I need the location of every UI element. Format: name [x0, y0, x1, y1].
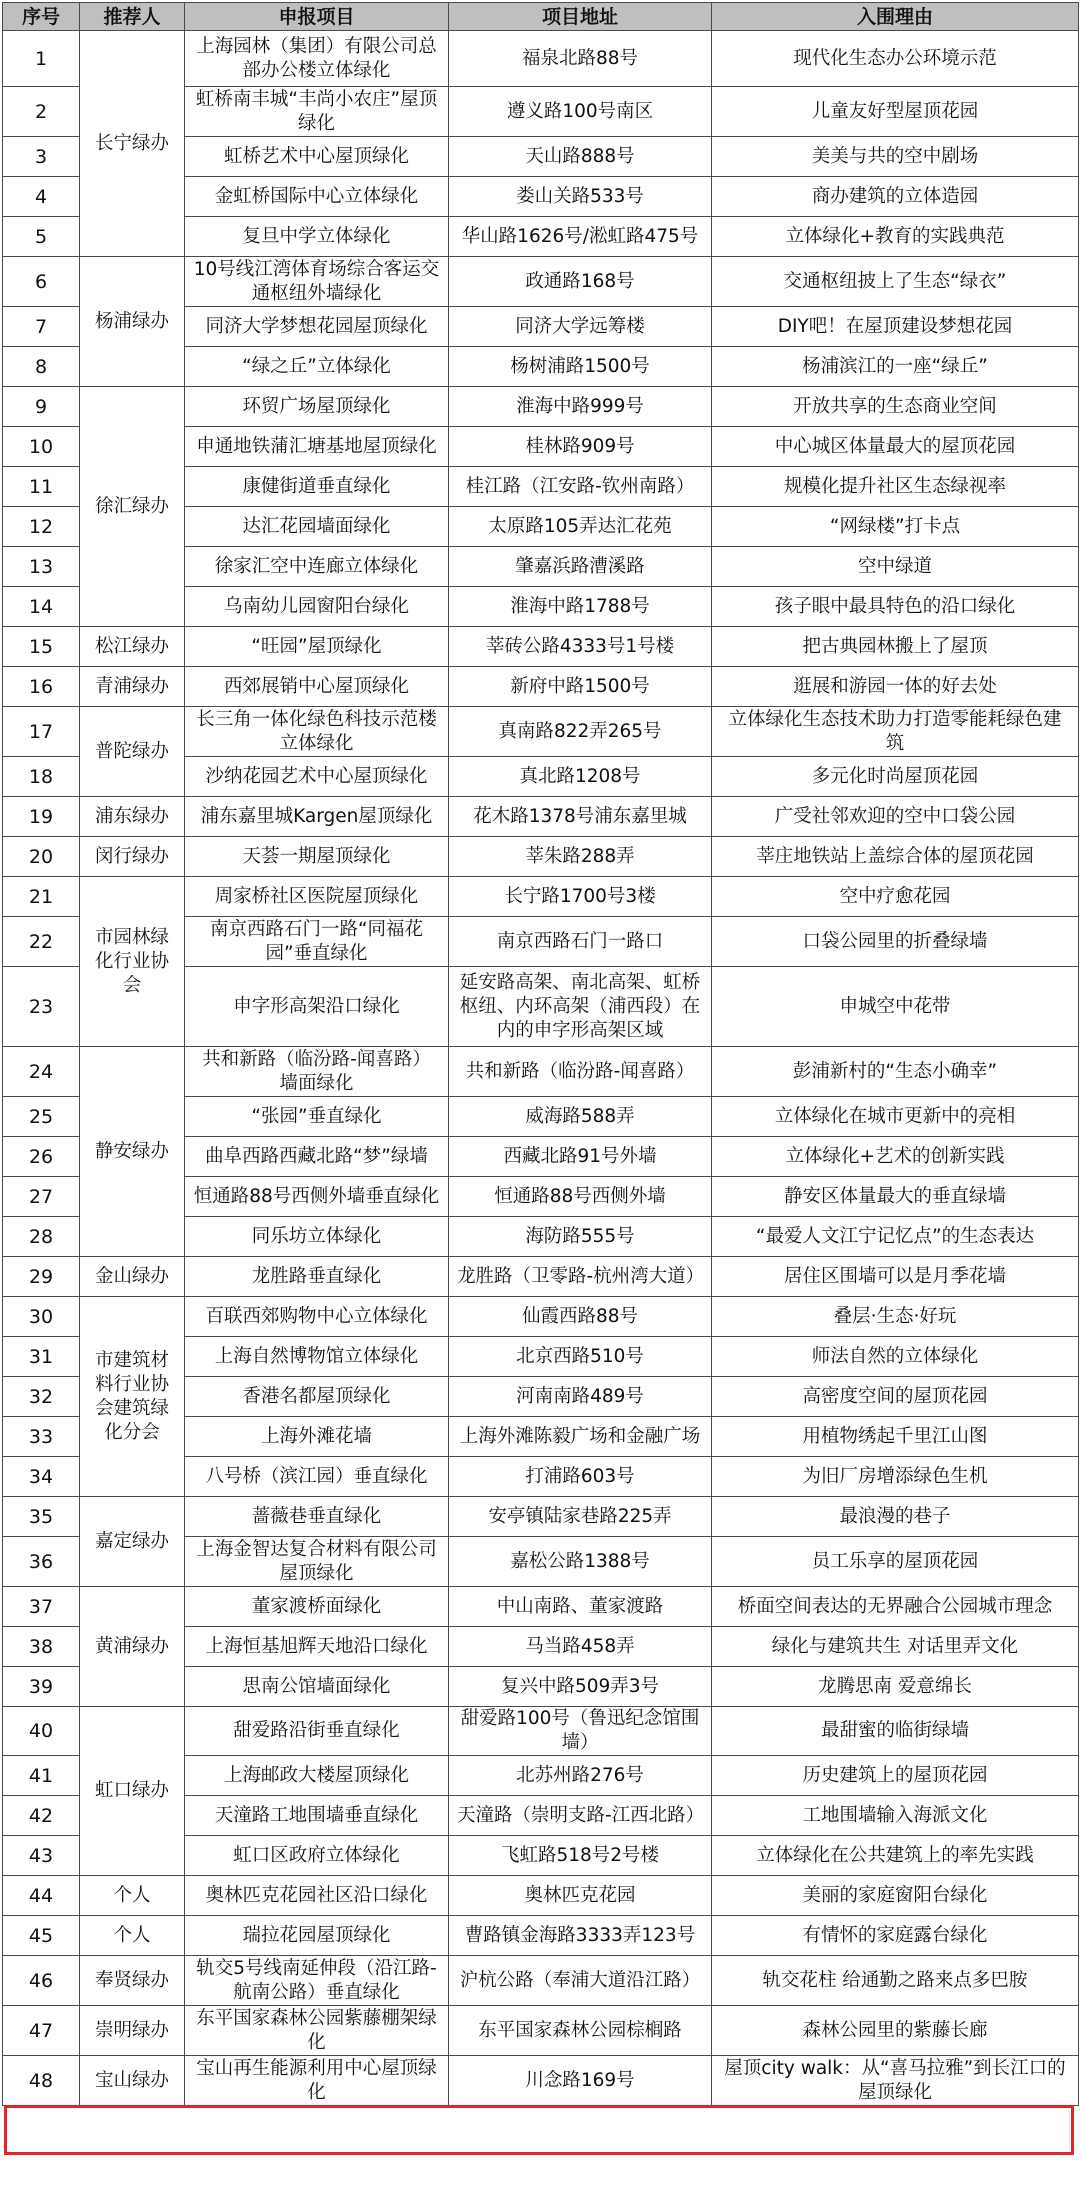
table-row	[3, 1956, 1079, 2006]
cell-recommender: 长宁绿办	[80, 31, 185, 257]
cell-project: 天潼路工地围墙垂直绿化	[185, 1796, 449, 1836]
cell-no: 21	[3, 877, 80, 917]
header-project: 申报项目	[185, 3, 449, 31]
cell-reason: 绿化与建筑共生 对话里弄文化	[712, 1627, 1079, 1667]
cell-no: 2	[3, 87, 80, 137]
cell-recommender: 杨浦绿办	[80, 257, 185, 387]
cell-address: 娄山关路533号	[449, 177, 712, 217]
cell-reason: 师法自然的立体绿化	[712, 1337, 1079, 1377]
cell-project: 上海园林（集团）有限公司总部办公楼立体绿化	[185, 31, 449, 87]
table-row	[3, 837, 1079, 877]
cell-no: 3	[3, 137, 80, 177]
cell-project: 申通地铁蒲汇塘基地屋顶绿化	[185, 427, 449, 467]
cell-recommender: 青浦绿办	[80, 667, 185, 707]
cell-reason: 把古典园林搬上了屋顶	[712, 627, 1079, 667]
table-row	[3, 257, 1079, 307]
cell-reason: 现代化生态办公环境示范	[712, 31, 1079, 87]
cell-recommender: 个人	[80, 1916, 185, 1956]
cell-project: 南京西路石门一路“同福花园”垂直绿化	[185, 917, 449, 967]
cell-no: 39	[3, 1667, 80, 1707]
cell-no: 30	[3, 1297, 80, 1337]
table-row	[3, 1497, 1079, 1537]
cell-recommender: 奉贤绿办	[80, 1956, 185, 2006]
cell-recommender: 崇明绿办	[80, 2006, 185, 2056]
cell-no: 7	[3, 307, 80, 347]
cell-project: 西郊展销中心屋顶绿化	[185, 667, 449, 707]
table-row	[3, 1047, 1079, 1097]
cell-reason: 美丽的家庭窗阳台绿化	[712, 1876, 1079, 1916]
cell-reason: 桥面空间表达的无界融合公园城市理念	[712, 1587, 1079, 1627]
cell-address: 飞虹路518号2号楼	[449, 1836, 712, 1876]
cell-recommender: 徐汇绿办	[80, 387, 185, 627]
cell-recommender: 静安绿办	[80, 1047, 185, 1257]
cell-project: 百联西郊购物中心立体绿化	[185, 1297, 449, 1337]
header-no: 序号	[3, 3, 80, 31]
cell-address: 东平国家森林公园棕榈路	[449, 2006, 712, 2056]
cell-reason: 孩子眼中最具特色的沿口绿化	[712, 587, 1079, 627]
cell-no: 40	[3, 1707, 80, 1756]
cell-reason: 立体绿化在公共建筑上的率先实践	[712, 1836, 1079, 1876]
cell-address: 中山南路、董家渡路	[449, 1587, 712, 1627]
cell-address: 上海外滩陈毅广场和金融广场	[449, 1417, 712, 1457]
cell-reason: 静安区体量最大的垂直绿墙	[712, 1177, 1079, 1217]
cell-project: 浦东嘉里城Kargen屋顶绿化	[185, 797, 449, 837]
cell-reason: 轨交花柱 给通勤之路来点多巴胺	[712, 1956, 1079, 2006]
cell-project: 上海恒基旭辉天地沿口绿化	[185, 1627, 449, 1667]
cell-project: “旺园”屋顶绿化	[185, 627, 449, 667]
cell-no: 13	[3, 547, 80, 587]
cell-no: 47	[3, 2006, 80, 2056]
cell-project: 奥林匹克花园社区沿口绿化	[185, 1876, 449, 1916]
cell-no: 10	[3, 427, 80, 467]
table-row	[3, 1257, 1079, 1297]
cell-no: 35	[3, 1497, 80, 1537]
cell-no: 14	[3, 587, 80, 627]
cell-no: 20	[3, 837, 80, 877]
cell-no: 19	[3, 797, 80, 837]
cell-address: 天潼路（崇明支路-江西北路）	[449, 1796, 712, 1836]
cell-no: 29	[3, 1257, 80, 1297]
candidates-table	[2, 2, 1079, 2106]
table-row	[3, 627, 1079, 667]
cell-project: 思南公馆墙面绿化	[185, 1667, 449, 1707]
header-reason: 入围理由	[712, 3, 1079, 31]
cell-reason: DIY吧！在屋顶建设梦想花园	[712, 307, 1079, 347]
cell-no: 32	[3, 1377, 80, 1417]
cell-no: 33	[3, 1417, 80, 1457]
cell-address: 新府中路1500号	[449, 667, 712, 707]
cell-project: 虹口区政府立体绿化	[185, 1836, 449, 1876]
cell-no: 24	[3, 1047, 80, 1097]
cell-address: 复兴中路509弄3号	[449, 1667, 712, 1707]
cell-no: 28	[3, 1217, 80, 1257]
cell-no: 17	[3, 707, 80, 757]
cell-no: 37	[3, 1587, 80, 1627]
table-row	[3, 2006, 1079, 2056]
cell-address: 海防路555号	[449, 1217, 712, 1257]
cell-project: 上海外滩花墙	[185, 1417, 449, 1457]
table-row	[3, 1297, 1079, 1337]
table-row	[3, 1707, 1079, 1756]
table-row	[3, 1587, 1079, 1627]
cell-reason: 龙腾思南 爱意绵长	[712, 1667, 1079, 1707]
cell-reason: 有情怀的家庭露台绿化	[712, 1916, 1079, 1956]
cell-address: 奥林匹克花园	[449, 1876, 712, 1916]
cell-reason: 为旧厂房增添绿色生机	[712, 1457, 1079, 1497]
table-row	[3, 797, 1079, 837]
cell-project: 龙胜路垂直绿化	[185, 1257, 449, 1297]
highlight-box-row-47	[4, 2105, 1074, 2155]
cell-project: 上海金智达复合材料有限公司屋顶绿化	[185, 1537, 449, 1587]
cell-project: “张园”垂直绿化	[185, 1097, 449, 1137]
cell-reason: 高密度空间的屋顶花园	[712, 1377, 1079, 1417]
cell-reason: 彭浦新村的“生态小确幸”	[712, 1047, 1079, 1097]
cell-address: 福泉北路88号	[449, 31, 712, 87]
cell-address: 淮海中路999号	[449, 387, 712, 427]
cell-no: 4	[3, 177, 80, 217]
cell-address: 天山路888号	[449, 137, 712, 177]
cell-reason: 历史建筑上的屋顶花园	[712, 1756, 1079, 1796]
cell-reason: 员工乐享的屋顶花园	[712, 1537, 1079, 1587]
table-row	[3, 31, 1079, 87]
cell-reason: 广受社邻欢迎的空中口袋公园	[712, 797, 1079, 837]
cell-address: 桂林路909号	[449, 427, 712, 467]
cell-address: 共和新路（临汾路-闻喜路）	[449, 1047, 712, 1097]
cell-address: 华山路1626号/淞虹路475号	[449, 217, 712, 257]
cell-reason: 口袋公园里的折叠绿墙	[712, 917, 1079, 967]
cell-address: 恒通路88号西侧外墙	[449, 1177, 712, 1217]
cell-reason: 中心城区体量最大的屋顶花园	[712, 427, 1079, 467]
cell-address: 甜爱路100号（鲁迅纪念馆围墙）	[449, 1707, 712, 1756]
cell-project: 10号线江湾体育场综合客运交通枢纽外墙绿化	[185, 257, 449, 307]
cell-reason: 森林公园里的紫藤长廊	[712, 2006, 1079, 2056]
cell-recommender: 宝山绿办	[80, 2056, 185, 2106]
cell-recommender: 浦东绿办	[80, 797, 185, 837]
cell-project: 东平国家森林公园紫藤棚架绿化	[185, 2006, 449, 2056]
cell-reason: 用植物绣起千里江山图	[712, 1417, 1079, 1457]
cell-no: 46	[3, 1956, 80, 2006]
cell-address: 淮海中路1788号	[449, 587, 712, 627]
cell-no: 22	[3, 917, 80, 967]
cell-project: 恒通路88号西侧外墙垂直绿化	[185, 1177, 449, 1217]
cell-address: 曹路镇金海路3333弄123号	[449, 1916, 712, 1956]
table-row	[3, 1876, 1079, 1916]
cell-project: 上海邮政大楼屋顶绿化	[185, 1756, 449, 1796]
table-row	[3, 2056, 1079, 2106]
cell-reason: 杨浦滨江的一座“绿丘”	[712, 347, 1079, 387]
cell-address: 杨树浦路1500号	[449, 347, 712, 387]
cell-project: 董家渡桥面绿化	[185, 1587, 449, 1627]
cell-reason: 最浪漫的巷子	[712, 1497, 1079, 1537]
cell-project: 虹桥艺术中心屋顶绿化	[185, 137, 449, 177]
cell-no: 42	[3, 1796, 80, 1836]
cell-no: 6	[3, 257, 80, 307]
header-row	[3, 3, 1079, 31]
cell-address: 长宁路1700号3楼	[449, 877, 712, 917]
cell-recommender: 市园林绿化行业协会	[80, 877, 185, 1047]
cell-no: 18	[3, 757, 80, 797]
cell-no: 36	[3, 1537, 80, 1587]
table-body	[3, 31, 1079, 2106]
cell-address: 延安路高架、南北高架、虹桥枢纽、内环高架（浦西段）在内的申字形高架区域	[449, 967, 712, 1047]
cell-no: 34	[3, 1457, 80, 1497]
cell-address: 南京西路石门一路口	[449, 917, 712, 967]
cell-address: 政通路168号	[449, 257, 712, 307]
cell-reason: 申城空中花带	[712, 967, 1079, 1047]
cell-address: 莘砖公路4333号1号楼	[449, 627, 712, 667]
cell-reason: 立体绿化在城市更新中的亮相	[712, 1097, 1079, 1137]
cell-no: 31	[3, 1337, 80, 1377]
cell-no: 8	[3, 347, 80, 387]
cell-reason: 空中绿道	[712, 547, 1079, 587]
cell-project: 上海自然博物馆立体绿化	[185, 1337, 449, 1377]
cell-no: 9	[3, 387, 80, 427]
cell-reason: 空中疗愈花园	[712, 877, 1079, 917]
cell-address: 川念路169号	[449, 2056, 712, 2106]
cell-address: 桂江路（江安路-钦州南路）	[449, 467, 712, 507]
cell-project: 复旦中学立体绿化	[185, 217, 449, 257]
cell-no: 44	[3, 1876, 80, 1916]
cell-no: 27	[3, 1177, 80, 1217]
cell-address: 河南南路489号	[449, 1377, 712, 1417]
cell-reason: 逛展和游园一体的好去处	[712, 667, 1079, 707]
cell-recommender: 金山绿办	[80, 1257, 185, 1297]
cell-reason: 儿童友好型屋顶花园	[712, 87, 1079, 137]
table-row	[3, 1916, 1079, 1956]
cell-reason: 居住区围墙可以是月季花墙	[712, 1257, 1079, 1297]
cell-recommender: 个人	[80, 1876, 185, 1916]
cell-no: 15	[3, 627, 80, 667]
cell-project: 虹桥南丰城“丰尚小农庄”屋顶绿化	[185, 87, 449, 137]
cell-recommender: 市建筑材料行业协会建筑绿化分会	[80, 1297, 185, 1497]
cell-reason: 屋顶city walk：从“喜马拉雅”到长江口的屋顶绿化	[712, 2056, 1079, 2106]
cell-address: 安亭镇陆家巷路225弄	[449, 1497, 712, 1537]
cell-reason: 最甜蜜的临街绿墙	[712, 1707, 1079, 1756]
cell-recommender: 松江绿办	[80, 627, 185, 667]
cell-reason: 立体绿化+艺术的创新实践	[712, 1137, 1079, 1177]
cell-project: 八号桥（滨江园）垂直绿化	[185, 1457, 449, 1497]
cell-address: 威海路588弄	[449, 1097, 712, 1137]
cell-no: 1	[3, 31, 80, 87]
table-row	[3, 387, 1079, 427]
cell-address: 西藏北路91号外墙	[449, 1137, 712, 1177]
cell-address: 遵义路100号南区	[449, 87, 712, 137]
cell-reason: 立体绿化+教育的实践典范	[712, 217, 1079, 257]
cell-no: 5	[3, 217, 80, 257]
cell-project: 曲阜西路西藏北路“梦”绿墙	[185, 1137, 449, 1177]
header-address: 项目地址	[449, 3, 712, 31]
cell-project: 瑞拉花园屋顶绿化	[185, 1916, 449, 1956]
cell-address: 沪杭公路（奉浦大道沿江路）	[449, 1956, 712, 2006]
cell-no: 38	[3, 1627, 80, 1667]
cell-reason: 规模化提升社区生态绿视率	[712, 467, 1079, 507]
cell-project: 宝山再生能源利用中心屋顶绿化	[185, 2056, 449, 2106]
cell-project: 轨交5号线南延伸段（沿江路-航南公路）垂直绿化	[185, 1956, 449, 2006]
cell-no: 25	[3, 1097, 80, 1137]
cell-no: 12	[3, 507, 80, 547]
cell-recommender: 普陀绿办	[80, 707, 185, 797]
cell-address: 太原路105弄达汇花苑	[449, 507, 712, 547]
cell-project: 同济大学梦想花园屋顶绿化	[185, 307, 449, 347]
cell-address: 打浦路603号	[449, 1457, 712, 1497]
cell-no: 23	[3, 967, 80, 1047]
cell-project: 天荟一期屋顶绿化	[185, 837, 449, 877]
cell-recommender: 虹口绿办	[80, 1707, 185, 1876]
cell-project: 金虹桥国际中心立体绿化	[185, 177, 449, 217]
cell-no: 43	[3, 1836, 80, 1876]
cell-reason: 立体绿化生态技术助力打造零能耗绿色建筑	[712, 707, 1079, 757]
cell-address: 莘朱路288弄	[449, 837, 712, 877]
cell-no: 48	[3, 2056, 80, 2106]
cell-project: 环贸广场屋顶绿化	[185, 387, 449, 427]
cell-reason: 开放共享的生态商业空间	[712, 387, 1079, 427]
cell-project: 康健街道垂直绿化	[185, 467, 449, 507]
cell-address: 花木路1378号浦东嘉里城	[449, 797, 712, 837]
cell-no: 26	[3, 1137, 80, 1177]
cell-project: “绿之丘”立体绿化	[185, 347, 449, 387]
cell-recommender: 黄浦绿办	[80, 1587, 185, 1707]
cell-project: 蔷薇巷垂直绿化	[185, 1497, 449, 1537]
cell-reason: 多元化时尚屋顶花园	[712, 757, 1079, 797]
cell-address: 嘉松公路1388号	[449, 1537, 712, 1587]
cell-project: 香港名都屋顶绿化	[185, 1377, 449, 1417]
cell-project: 沙纳花园艺术中心屋顶绿化	[185, 757, 449, 797]
cell-no: 45	[3, 1916, 80, 1956]
cell-no: 16	[3, 667, 80, 707]
cell-project: 申字形高架沿口绿化	[185, 967, 449, 1047]
cell-reason: 莘庄地铁站上盖综合体的屋顶花园	[712, 837, 1079, 877]
cell-address: 北苏州路276号	[449, 1756, 712, 1796]
cell-address: 肇嘉浜路漕溪路	[449, 547, 712, 587]
cell-no: 41	[3, 1756, 80, 1796]
cell-address: 北京西路510号	[449, 1337, 712, 1377]
cell-address: 马当路458弄	[449, 1627, 712, 1667]
cell-reason: 交通枢纽披上了生态“绿衣”	[712, 257, 1079, 307]
table-row	[3, 707, 1079, 757]
table-row	[3, 667, 1079, 707]
cell-project: 长三角一体化绿色科技示范楼立体绿化	[185, 707, 449, 757]
cell-recommender: 闵行绿办	[80, 837, 185, 877]
cell-project: 周家桥社区医院屋顶绿化	[185, 877, 449, 917]
cell-project: 达汇花园墙面绿化	[185, 507, 449, 547]
cell-reason: 叠层·生态·好玩	[712, 1297, 1079, 1337]
cell-reason: 工地围墙输入海派文化	[712, 1796, 1079, 1836]
cell-address: 真南路822弄265号	[449, 707, 712, 757]
header-recommender: 推荐人	[80, 3, 185, 31]
cell-reason: 商办建筑的立体造园	[712, 177, 1079, 217]
cell-project: 甜爱路沿街垂直绿化	[185, 1707, 449, 1756]
table-row	[3, 877, 1079, 917]
cell-reason: “最爱人文江宁记忆点”的生态表达	[712, 1217, 1079, 1257]
cell-address: 真北路1208号	[449, 757, 712, 797]
cell-address: 同济大学远筹楼	[449, 307, 712, 347]
cell-project: 徐家汇空中连廊立体绿化	[185, 547, 449, 587]
cell-project: 同乐坊立体绿化	[185, 1217, 449, 1257]
cell-recommender: 嘉定绿办	[80, 1497, 185, 1587]
cell-no: 11	[3, 467, 80, 507]
cell-reason: 美美与共的空中剧场	[712, 137, 1079, 177]
cell-address: 仙霞西路88号	[449, 1297, 712, 1337]
cell-project: 乌南幼儿园窗阳台绿化	[185, 587, 449, 627]
cell-address: 龙胜路（卫零路-杭州湾大道）	[449, 1257, 712, 1297]
cell-reason: “网绿楼”打卡点	[712, 507, 1079, 547]
cell-project: 共和新路（临汾路-闻喜路）墙面绿化	[185, 1047, 449, 1097]
